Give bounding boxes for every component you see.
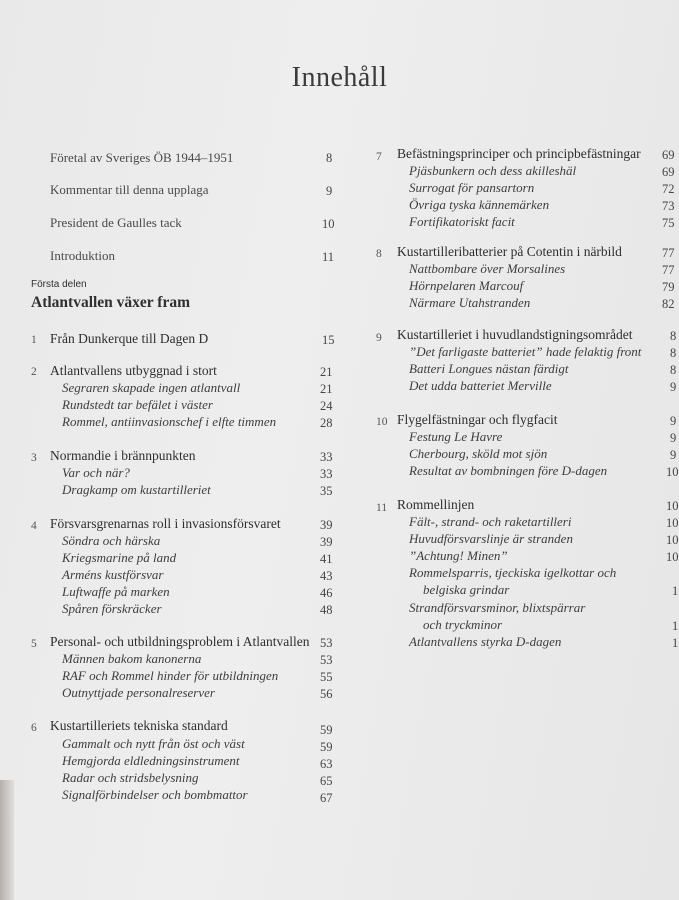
chapter-number: 9 <box>376 332 382 344</box>
section-page: 48 <box>320 603 333 617</box>
front-item: Kommentar till denna upplaga <box>50 182 209 197</box>
section-title: Det udda batteriet Merville <box>409 378 552 393</box>
chapter-number: 2 <box>31 366 37 378</box>
front-item: President de Gaulles tack <box>50 215 182 230</box>
section-title: och tryckminor <box>423 617 503 632</box>
chapter-title: Kustartilleribatterier på Cotentin i närbild <box>397 244 622 259</box>
chapter-number: 1 <box>31 334 37 346</box>
section-page: 82 <box>662 297 675 311</box>
section-title: Hemgjorda eldledningsinstrument <box>62 753 240 768</box>
chapter-page: 53 <box>320 636 333 650</box>
section-page: 28 <box>320 416 333 430</box>
section-title: Rommelsparris, tjeckiska igelkottar och <box>409 565 617 580</box>
section-title: RAF och Rommel hinder för utbildningen <box>62 668 279 683</box>
section-title: Luftwaffe på marken <box>62 584 170 599</box>
section-title: Männen bakom kanonerna <box>62 651 202 666</box>
section-page: 24 <box>320 399 333 413</box>
chapter-title: Rommellinjen <box>397 497 475 512</box>
chapter-title: Försvarsgrenarnas roll i invasionsförsvaret <box>50 516 281 531</box>
section-title: Övriga tyska kännemärken <box>409 197 550 212</box>
section-page: 63 <box>320 757 333 771</box>
section-title: Fortifikatoriskt facit <box>409 214 515 229</box>
chapter-title: Kustartilleriet i huvudlandstigningsområdet <box>397 327 633 342</box>
chapter-number: 3 <box>31 452 37 464</box>
chapter-page: 39 <box>320 518 333 532</box>
page-corner-shadow <box>0 780 14 900</box>
chapter-page: 15 <box>322 333 335 347</box>
section-page: 69 <box>662 165 675 179</box>
section-page: 41 <box>320 552 333 566</box>
section-title: Närmare Utahstranden <box>409 295 531 310</box>
chapter-page: 33 <box>320 450 333 464</box>
section-title: Arméns kustförsvar <box>62 567 164 582</box>
section-page: 10 <box>666 533 679 547</box>
section-title: Kriegsmarine på land <box>62 550 177 565</box>
section-title: Hörnpelaren Marcouf <box>409 278 524 293</box>
chapter-page: 21 <box>320 365 333 379</box>
front-item: Introduktion <box>50 248 115 263</box>
chapter-number: 5 <box>31 638 37 650</box>
section-title: Resultat av bombningen före D-dagen <box>409 463 608 478</box>
section-title: Atlantvallens styrka D-dagen <box>409 634 562 649</box>
section-title: Signalförbindelser och bombmattor <box>62 787 248 802</box>
section-page: 8 <box>670 363 677 377</box>
chapter-page: 69 <box>662 148 675 162</box>
section-page: 72 <box>662 182 675 196</box>
chapter-title: Normandie i brännpunkten <box>50 448 196 463</box>
section-title: Spåren förskräcker <box>62 601 162 616</box>
section-page: 43 <box>320 569 333 583</box>
chapter-number: 7 <box>376 151 382 163</box>
section-page: 77 <box>662 263 675 277</box>
section-page: 35 <box>320 484 333 498</box>
part-title: Atlantvallen växer fram <box>31 294 190 311</box>
section-title: Rommel, antiinvasionschef i elfte timmen <box>62 414 277 429</box>
chapter-number: 8 <box>376 248 382 260</box>
section-page: 59 <box>320 740 333 754</box>
section-title: Outnyttjade personalreserver <box>62 685 215 700</box>
section-title: Festung Le Havre <box>409 429 503 444</box>
section-title: ”Achtung! Minen” <box>409 548 508 563</box>
section-title: Nattbombare över Morsalines <box>409 261 566 276</box>
chapter-page: 10 <box>666 499 679 513</box>
section-title: Var och när? <box>62 465 130 480</box>
section-page: 21 <box>320 382 333 396</box>
section-page: 79 <box>662 280 675 294</box>
front-item-page: 10 <box>322 217 335 231</box>
front-item: Företal av Sveriges ÖB 1944–1951 <box>50 150 234 165</box>
chapter-page: 77 <box>662 246 675 260</box>
section-page: 8 <box>670 346 677 360</box>
section-title: Segraren skapade ingen atlantvall <box>62 380 241 395</box>
section-title: ”Det farligaste batteriet” hade felaktig front <box>409 344 642 359</box>
section-page: 75 <box>662 216 675 230</box>
front-item-page: 8 <box>326 151 333 165</box>
section-title: Cherbourg, sköld mot sjön <box>409 446 548 461</box>
section-page: 33 <box>320 467 333 481</box>
section-page: 39 <box>320 535 333 549</box>
section-title: Surrogat för pansartorn <box>409 180 535 195</box>
part-label: Första delen <box>31 279 87 290</box>
section-page: 1 <box>672 619 679 633</box>
chapter-title: Befästningsprinciper och principbefästningar <box>397 146 641 161</box>
chapter-number: 6 <box>31 722 37 734</box>
section-page: 1 <box>672 636 679 650</box>
section-page: 55 <box>320 670 333 684</box>
section-title: Söndra och härska <box>62 533 161 548</box>
chapter-page: 8 <box>670 329 677 343</box>
section-title: belgiska grindar <box>423 582 510 597</box>
section-page: 53 <box>320 653 333 667</box>
section-title: Rundstedt tar befälet i väster <box>62 397 213 412</box>
section-title: Dragkamp om kustartilleriet <box>62 482 211 497</box>
section-page: 65 <box>320 774 333 788</box>
section-page: 10 <box>666 465 679 479</box>
section-page: 1 <box>672 584 679 598</box>
section-title: Pjäsbunkern och dess akilleshäl <box>409 163 577 178</box>
section-title: Gammalt och nytt från öst och väst <box>62 736 245 751</box>
section-title: Strandförsvarsminor, blixtspärrar <box>409 600 586 615</box>
section-title: Huvudförsvarslinje är stranden <box>409 531 573 546</box>
chapter-title: Kustartilleriets tekniska standard <box>50 718 228 733</box>
section-page: 10 <box>666 550 679 564</box>
chapter-title: Personal- och utbildningsproblem i Atlantvallen <box>50 634 310 649</box>
chapter-number: 4 <box>31 520 37 532</box>
section-page: 9 <box>670 448 677 462</box>
chapter-title: Från Dunkerque till Dagen D <box>50 331 209 346</box>
front-item-page: 9 <box>326 184 333 198</box>
front-item-page: 11 <box>322 250 335 264</box>
section-title: Radar och stridsbelysning <box>62 770 199 785</box>
chapter-title: Atlantvallens utbyggnad i stort <box>50 363 217 378</box>
section-page: 10 <box>666 516 679 530</box>
section-page: 46 <box>320 586 333 600</box>
page-title: Innehåll <box>291 62 388 93</box>
chapter-page: 9 <box>670 414 677 428</box>
chapter-title: Flygelfästningar och flygfacit <box>397 412 558 427</box>
section-page: 9 <box>670 380 677 394</box>
chapter-page: 59 <box>320 723 333 737</box>
section-title: Fält-, strand- och raketartilleri <box>409 514 572 529</box>
section-page: 67 <box>320 791 333 805</box>
chapter-number: 11 <box>376 502 388 514</box>
chapter-number: 10 <box>376 416 388 428</box>
section-title: Batteri Longues nästan färdigt <box>409 361 569 376</box>
section-page: 73 <box>662 199 675 213</box>
section-page: 9 <box>670 431 677 445</box>
section-page: 56 <box>320 687 333 701</box>
